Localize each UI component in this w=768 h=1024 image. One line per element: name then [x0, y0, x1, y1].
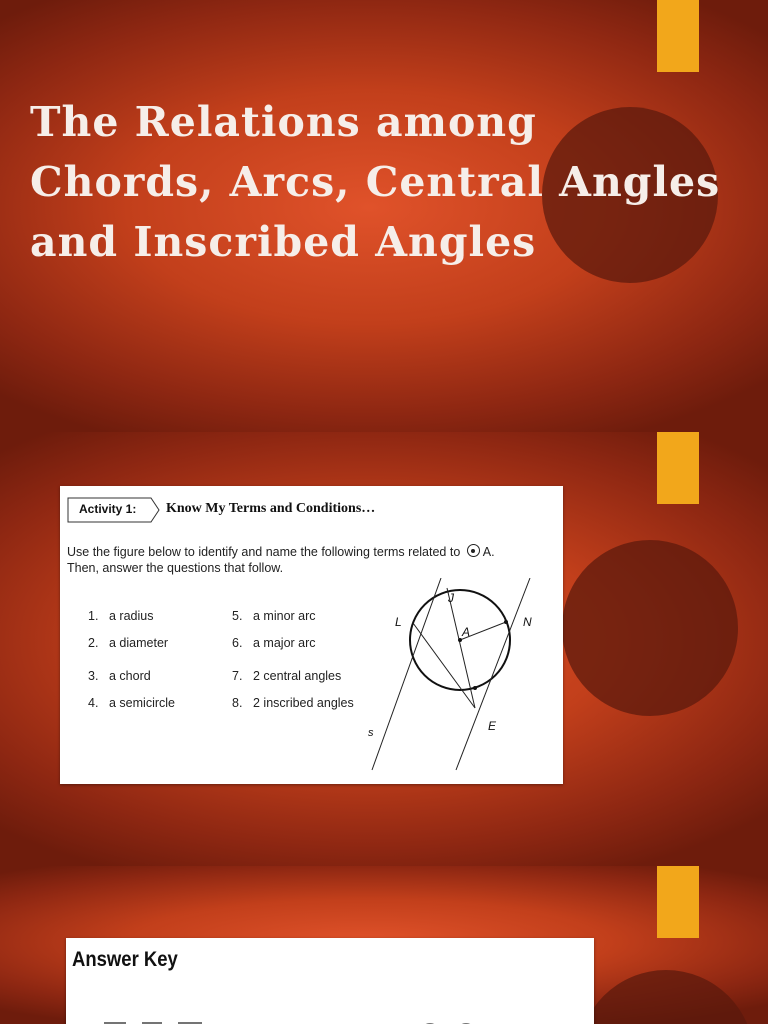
term-item: 6. a major arc	[232, 636, 316, 650]
circle-figure	[360, 578, 560, 778]
label-e: E	[488, 719, 497, 733]
line-s	[372, 578, 441, 770]
point-n	[504, 620, 508, 624]
instruction-text-2: Then, answer the questions that follow.	[67, 561, 284, 575]
activity-card	[60, 486, 563, 784]
label-s: s	[368, 727, 374, 739]
activity-badge	[67, 497, 153, 523]
circle-dot-icon	[467, 544, 480, 557]
title-line-2: Chords, Arcs, Central Angles	[30, 158, 721, 206]
activity-title: Know My Terms and Conditions…	[166, 501, 376, 516]
instruction-circle-name: A.	[482, 545, 495, 559]
label-l: L	[395, 615, 402, 629]
term-item: 1. a radius	[88, 609, 154, 623]
label-j: J	[448, 591, 454, 605]
accent-bar	[657, 866, 699, 938]
accent-bar	[657, 0, 699, 72]
term-item: 8. 2 inscribed angles	[232, 696, 354, 710]
slide-activity	[0, 432, 768, 866]
term-item: 4. a semicircle	[88, 696, 175, 710]
title-line-1: The Relations among	[30, 98, 537, 146]
instruction-text: Use the figure below to identify and name the following terms related to	[67, 545, 461, 559]
slide-title-text	[30, 92, 750, 272]
term-item: 3. a chord	[88, 669, 151, 683]
answer-key-card	[66, 938, 594, 1024]
decorative-circle	[562, 540, 738, 716]
term-item: 2. a diameter	[88, 636, 169, 650]
term-item: 7. 2 central angles	[232, 669, 342, 683]
point-e	[473, 686, 477, 690]
slide-title	[0, 0, 768, 432]
slide-answer-key	[0, 866, 768, 1024]
activity-badge-label: Activity 1:	[79, 502, 137, 516]
activity-instructions	[67, 544, 557, 576]
term-item: 5. a minor arc	[232, 609, 316, 623]
decorative-circle	[578, 970, 754, 1024]
answer-key-content-cropped	[66, 1010, 594, 1024]
title-line-3: and Inscribed Angles	[30, 218, 537, 266]
label-a: A	[462, 625, 471, 639]
answer-key-title: Answer Key	[72, 948, 178, 971]
accent-bar	[657, 432, 699, 504]
label-n: N	[523, 615, 532, 629]
